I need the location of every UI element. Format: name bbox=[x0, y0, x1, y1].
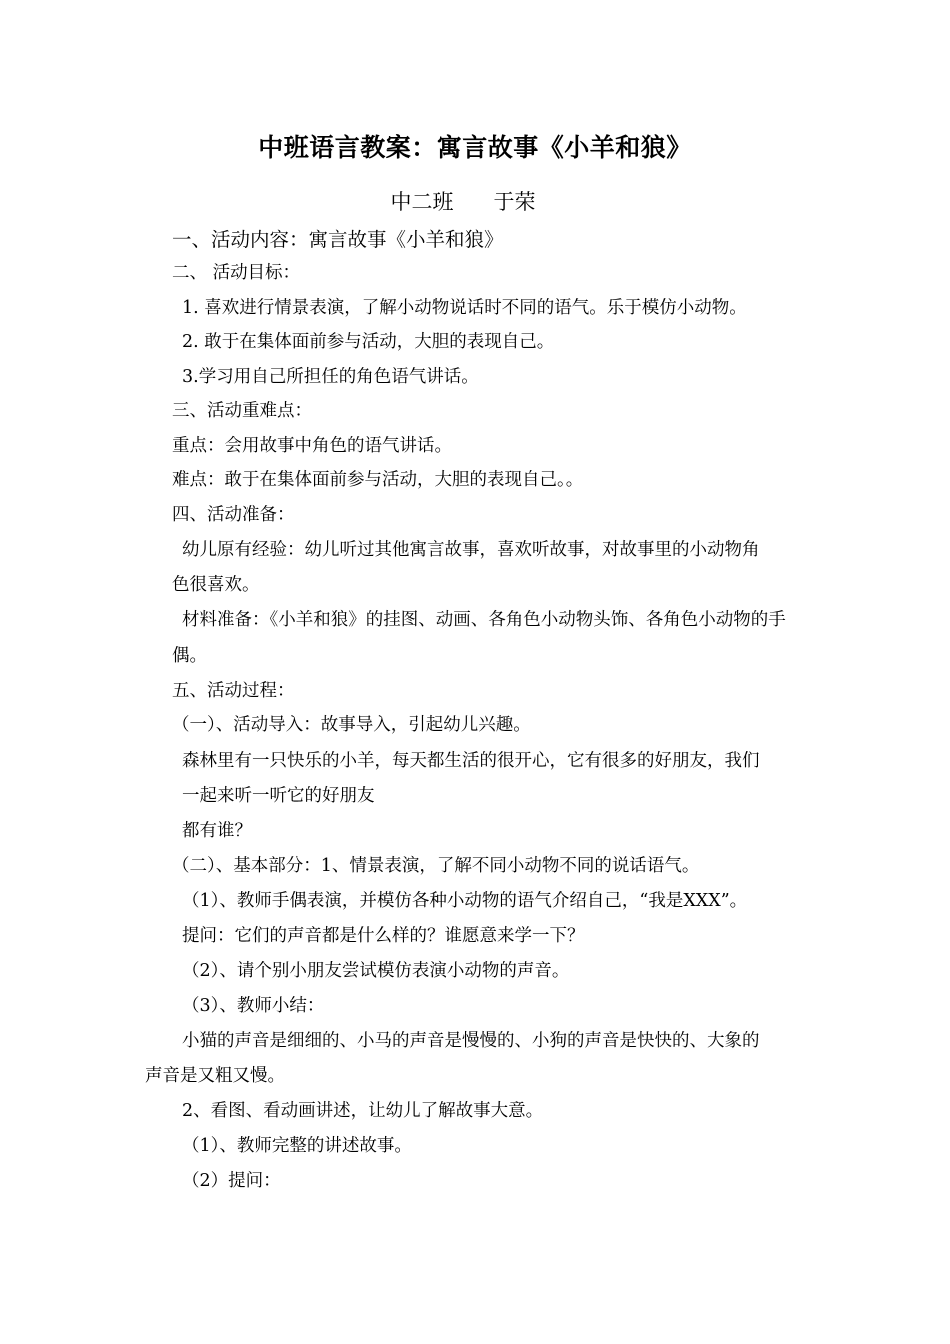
text-line: 3.学习用自己所担任的角色语气讲话。 bbox=[182, 367, 479, 387]
text-line: 幼儿原有经验：幼儿听过其他寓言故事，喜欢听故事，对故事里的小动物角 bbox=[182, 540, 760, 560]
text-line: 四、活动准备： bbox=[172, 505, 295, 525]
text-line: （3）、教师小结： bbox=[182, 996, 325, 1016]
text-line: 色很喜欢。 bbox=[172, 575, 260, 595]
text-line: 一起来听一听它的好朋友 bbox=[182, 786, 375, 806]
text-line: 提问：它们的声音都是什么样的？谁愿意来学一下？ bbox=[182, 926, 585, 946]
document-author: 中二班 于荣 bbox=[390, 190, 536, 214]
text-line: （二）、基本部分：1、情景表演，了解不同小动物不同的说话语气。 bbox=[172, 856, 700, 876]
text-line: （1）、教师完整的讲述故事。 bbox=[182, 1136, 412, 1156]
text-line: （2）、请个别小朋友尝试模仿表演小动物的声音。 bbox=[182, 961, 570, 981]
text-line: 2. 敢于在集体面前参与活动，大胆的表现自己。 bbox=[182, 332, 555, 352]
text-line: 2、看图、看动画讲述，让幼儿了解故事大意。 bbox=[182, 1101, 544, 1121]
text-line: 偶。 bbox=[172, 646, 207, 666]
text-line: 二、 活动目标： bbox=[172, 263, 301, 283]
text-line: 重点：会用故事中角色的语气讲话。 bbox=[172, 436, 452, 456]
text-line: 五、活动过程： bbox=[172, 681, 295, 701]
text-line: （一）、活动导入：故事导入，引起幼儿兴趣。 bbox=[172, 715, 531, 735]
text-line: 一、活动内容：寓言故事《小羊和狼》 bbox=[172, 228, 504, 251]
text-line: 难点：敢于在集体面前参与活动，大胆的表现自己。。 bbox=[172, 470, 584, 490]
text-line: 森林里有一只快乐的小羊，每天都生活的很开心，它有很多的好朋友，我们 bbox=[182, 751, 760, 771]
text-line: 小猫的声音是细细的、小马的声音是慢慢的、小狗的声音是快快的、大象的 bbox=[182, 1031, 760, 1051]
document-title: 中班语言教案：寓言故事《小羊和狼》 bbox=[258, 133, 692, 162]
text-line: 材料准备：《小羊和狼》的挂图、动画、各角色小动物头饰、各角色小动物的手 bbox=[182, 610, 786, 630]
text-line: （2）提问： bbox=[182, 1171, 281, 1191]
text-line: （1）、教师手偶表演，并模仿各种小动物的语气介绍自己，“我是XXX”。 bbox=[182, 891, 748, 911]
text-line: 声音是又粗又慢。 bbox=[145, 1066, 285, 1086]
text-line: 1. 喜欢进行情景表演，了解小动物说话时不同的语气。乐于模仿小动物。 bbox=[182, 298, 747, 318]
text-line: 都有谁？ bbox=[182, 821, 252, 841]
text-line: 三、活动重难点： bbox=[172, 401, 312, 421]
